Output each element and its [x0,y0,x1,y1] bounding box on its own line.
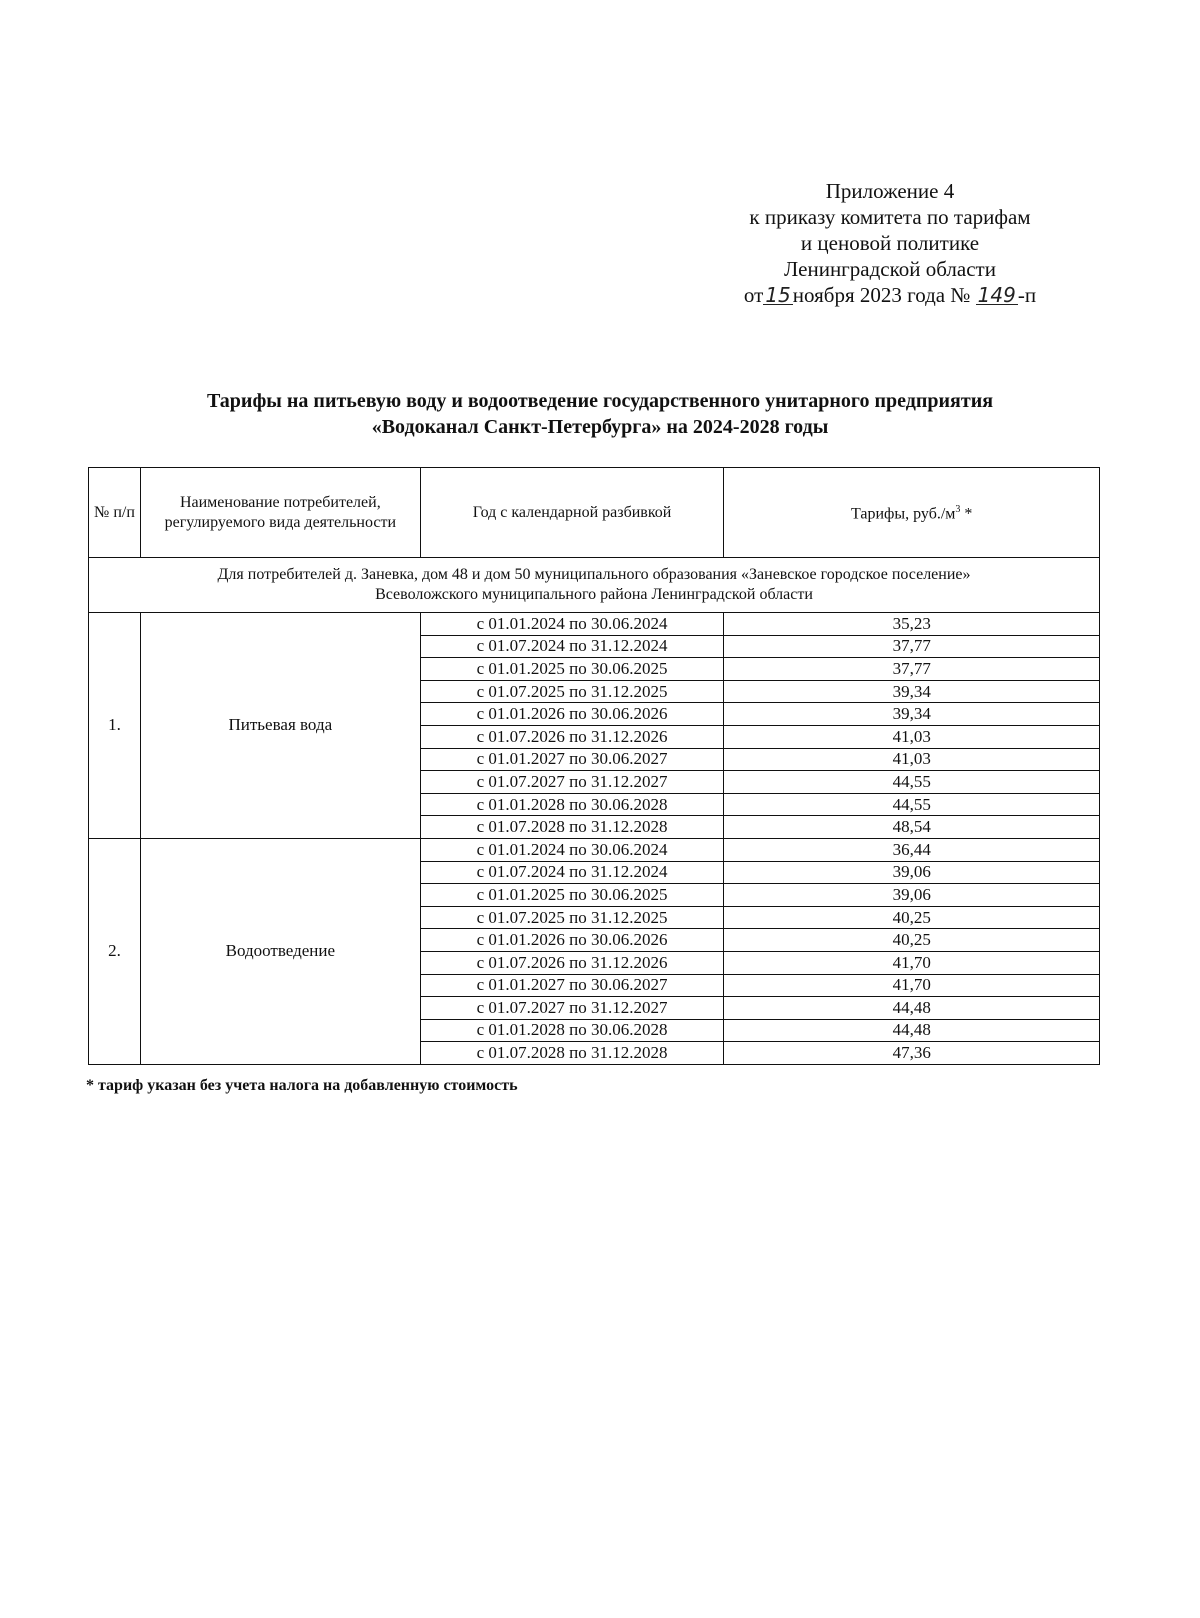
date-rest: ноября 2023 года № [792,283,971,307]
tariff-value-cell: 41,70 [724,951,1100,974]
header-num: № п/п [89,468,141,558]
document-title [60,388,1140,440]
tariff-table [88,467,1100,1065]
period-cell: с 01.01.2026 по 30.06.2026 [420,929,724,952]
period-cell: с 01.01.2028 по 30.06.2028 [420,793,724,816]
consumer-group-row [89,558,1100,613]
tariff-value-cell: 48,54 [724,816,1100,839]
table-row [89,613,1100,636]
appendix-number: Приложение 4 [825,179,955,203]
order-reference-line: к приказу комитета по тарифам [749,205,1031,229]
period-cell: с 01.01.2026 по 30.06.2026 [420,703,724,726]
period-cell: с 01.07.2024 по 31.12.2024 [420,635,724,658]
tariff-value-cell: 37,77 [724,658,1100,681]
header-tariff-star: * [960,505,973,523]
tariff-value-cell: 41,70 [724,974,1100,997]
appendix-header [700,178,1080,308]
group-line-2: Всеволожского муниципального района Ленинградской области [375,586,813,603]
tariff-value-cell: 41,03 [724,725,1100,748]
period-cell: с 01.07.2028 по 31.12.2028 [420,1042,724,1065]
order-date-line [700,282,1080,308]
tariff-value-cell: 44,48 [724,997,1100,1020]
table-row [89,838,1100,861]
tariff-value-cell: 36,44 [724,838,1100,861]
tariff-value-cell: 47,36 [724,1042,1100,1065]
header-tariff-text: Тарифы, руб./м [850,505,956,523]
period-cell: с 01.07.2026 по 31.12.2026 [420,725,724,748]
period-cell: с 01.01.2027 по 30.06.2027 [420,974,724,997]
consumer-group-cell [89,558,1100,613]
table-header-row [89,468,1100,558]
section-number: 2. [89,838,141,1064]
tariff-value-cell: 40,25 [724,906,1100,929]
period-cell: с 01.01.2024 по 30.06.2024 [420,838,724,861]
period-cell: с 01.07.2027 по 31.12.2027 [420,771,724,794]
region-line: Ленинградской области [784,257,996,281]
period-cell: с 01.07.2024 по 31.12.2024 [420,861,724,884]
period-cell: с 01.07.2027 по 31.12.2027 [420,997,724,1020]
period-cell: с 01.01.2028 по 30.06.2028 [420,1019,724,1042]
period-cell: с 01.01.2025 по 30.06.2025 [420,884,724,907]
handwritten-day: 15 [765,283,791,307]
tariff-value-cell: 41,03 [724,748,1100,771]
section-name: Водоотведение [140,838,420,1064]
period-cell: с 01.07.2028 по 31.12.2028 [420,816,724,839]
section-name: Питьевая вода [140,613,420,839]
period-cell: с 01.07.2025 по 31.12.2025 [420,680,724,703]
header-tariff [724,468,1100,558]
section-number: 1. [89,613,141,839]
group-line-1: Для потребителей д. Заневка, дом 48 и дом 50 муниципального образования «Заневское городское поселение» [217,566,971,583]
footnote: * тариф указан без учета налога на добавленную стоимость [86,1077,518,1094]
period-cell: с 01.01.2025 по 30.06.2025 [420,658,724,681]
order-suffix: -п [1017,283,1037,307]
header-tariff-sup: 3 [955,504,961,516]
period-cell: с 01.07.2025 по 31.12.2025 [420,906,724,929]
tariff-value-cell: 40,25 [724,929,1100,952]
tariff-value-cell: 39,06 [724,861,1100,884]
date-prefix: от [743,283,764,307]
tariff-value-cell: 39,34 [724,703,1100,726]
tariff-value-cell: 44,48 [724,1019,1100,1042]
header-name: Наименование потребителей, регулируемого вида деятельности [140,468,420,558]
handwritten-order-number: 149 [977,283,1016,307]
period-cell: с 01.01.2027 по 30.06.2027 [420,748,724,771]
title-line-1: Тарифы на питьевую воду и водоотведение государственного унитарного предприятия [206,390,994,412]
tariff-value-cell: 44,55 [724,771,1100,794]
tariff-value-cell: 39,06 [724,884,1100,907]
tariff-value-cell: 35,23 [724,613,1100,636]
tariff-value-cell: 44,55 [724,793,1100,816]
header-period: Год с календарной разбивкой [420,468,724,558]
tariff-value-cell: 37,77 [724,635,1100,658]
committee-line: и ценовой политике [800,231,980,255]
title-line-2: «Водоканал Санкт-Петербурга» на 2024-2028 годы [371,416,829,438]
tariff-value-cell: 39,34 [724,680,1100,703]
period-cell: с 01.07.2026 по 31.12.2026 [420,951,724,974]
period-cell: с 01.01.2024 по 30.06.2024 [420,613,724,636]
